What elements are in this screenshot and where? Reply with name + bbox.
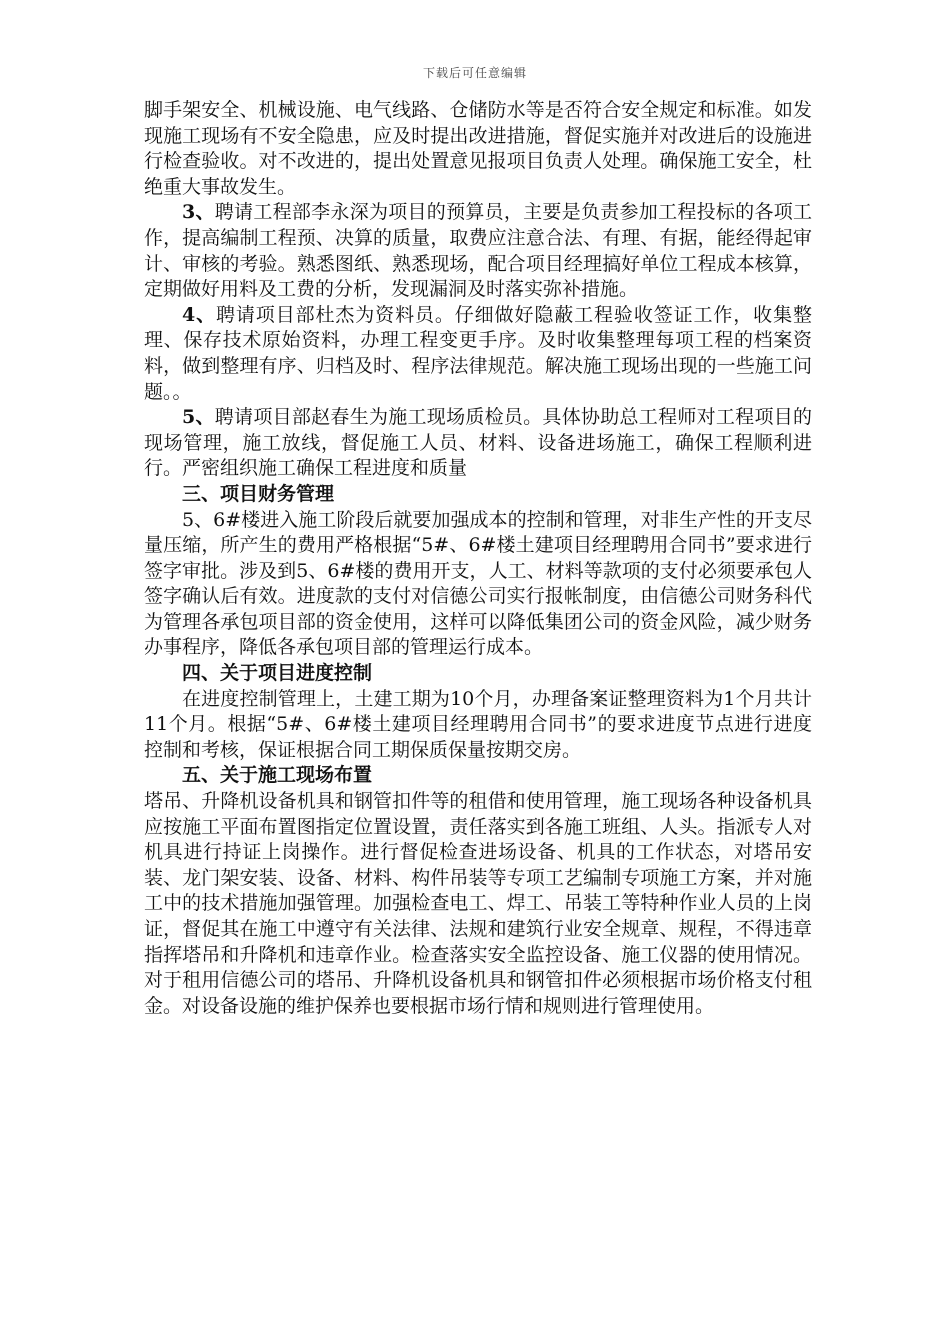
paragraph-item-4 bbox=[144, 303, 812, 405]
paragraph-item-5 bbox=[144, 405, 812, 482]
paragraph-finance: 5、6#楼进入施工阶段后就要加强成本的控制和管理，对非生产性的开支尽量压缩，所产生的费用严格根据“5#、6#楼土建项目经理聘用合同书”要求进行签字审批。涉及到5、6#楼的费用开支，人工、材料等款项的支付必须要承包人签字确认后有效。进度款的支付对信德公司实行报帐制度，由信德公司财务科代为管理各承包项目部的资金使用，这样可以降低集团公司的资金风险，减少财务办事程序，降低各承包项目部的管理运行成本。 bbox=[144, 508, 812, 659]
section-heading-finance: 三、项目财务管理 bbox=[182, 482, 335, 505]
section-heading-site-layout: 五、关于施工现场布置 bbox=[182, 764, 373, 787]
paragraph-progress: 在进度控制管理上，土建工期为10个月，办理备案证整理资料为1个月共计11个月。根据“5#、6#楼土建项目经理聘用合同书”的要求进度节点进行进度控制和考核，保证根据合同工期保质保量按期交房。 bbox=[144, 687, 812, 761]
item-number: 3、 bbox=[182, 201, 215, 224]
item-text: 聘请项目部赵春生为施工现场质检员。具体协助总工程师对工程项目的现场管理，施工放线，督促施工人员、材料、设备进场施工，确保工程顺利进行。严密组织施工确保工程进度和质量 bbox=[144, 406, 812, 480]
page-header-note: 下载后可任意编辑 bbox=[422, 66, 527, 80]
item-text: 聘请工程部李永深为项目的预算员，主要是负责参加工程投标的各项工作，提高编制工程预、决算的质量，取费应注意合法、有理、有据，能经得起审计、审核的考验。熟悉图纸、熟悉现场，配合项目经理搞好单位工程成本核算，定期做好用料及工费的分析，发现漏洞及时落实弥补措施。 bbox=[144, 201, 812, 301]
paragraph-safety-continued: 脚手架安全、机械设施、电气线路、仓储防水等是否符合安全规定和标准。如发现施工现场有不安全隐患，应及时提出改进措施，督促实施并对改进后的设施进行检查验收。对不改进的，提出处置意见报项目负责人处理。确保施工安全，杜绝重大事故发生。 bbox=[144, 99, 812, 198]
document-body bbox=[144, 98, 812, 1019]
section-heading-progress: 四、关于项目进度控制 bbox=[182, 662, 373, 685]
item-text: 聘请项目部杜杰为资料员。仔细做好隐蔽工程验收签证工作，收集整理、保存技术原始资料，办理工程变更手序。及时收集整理每项工程的档案资料，做到整理有序、归档及时、程序法律规范。解决施工现场出现的一些施工问题。。 bbox=[144, 303, 812, 403]
item-number: 4、 bbox=[182, 303, 217, 326]
paragraph-site-layout: 塔吊、升降机设备机具和钢管扣件等的租借和使用管理，施工现场各种设备机具应按施工平面布置图指定位置设置，责任落实到各施工班组、人头。指派专人对机具进行持证上岗操作。进行督促检查进场设备、机具的工作状态，对塔吊安装、龙门架安装、设备、材料、构件吊装等专项工艺编制专项施工方案，并对施工中的技术措施加强管理。加强检查电工、焊工、吊装工等特种作业人员的上岗证，督促其在施工中遵守有关法律、法规和建筑行业安全规章、规程，不得违章指挥塔吊和升降机和违章作业。检查落实安全监控设备、施工仪器的使用情况。对于租用信德公司的塔吊、升降机设备机具和钢管扣件必须根据市场价格支付租金。对设备设施的维护保养也要根据市场行情和规则进行管理使用。 bbox=[144, 790, 812, 1017]
item-number: 5、 bbox=[182, 406, 215, 429]
paragraph-item-3 bbox=[144, 200, 812, 302]
